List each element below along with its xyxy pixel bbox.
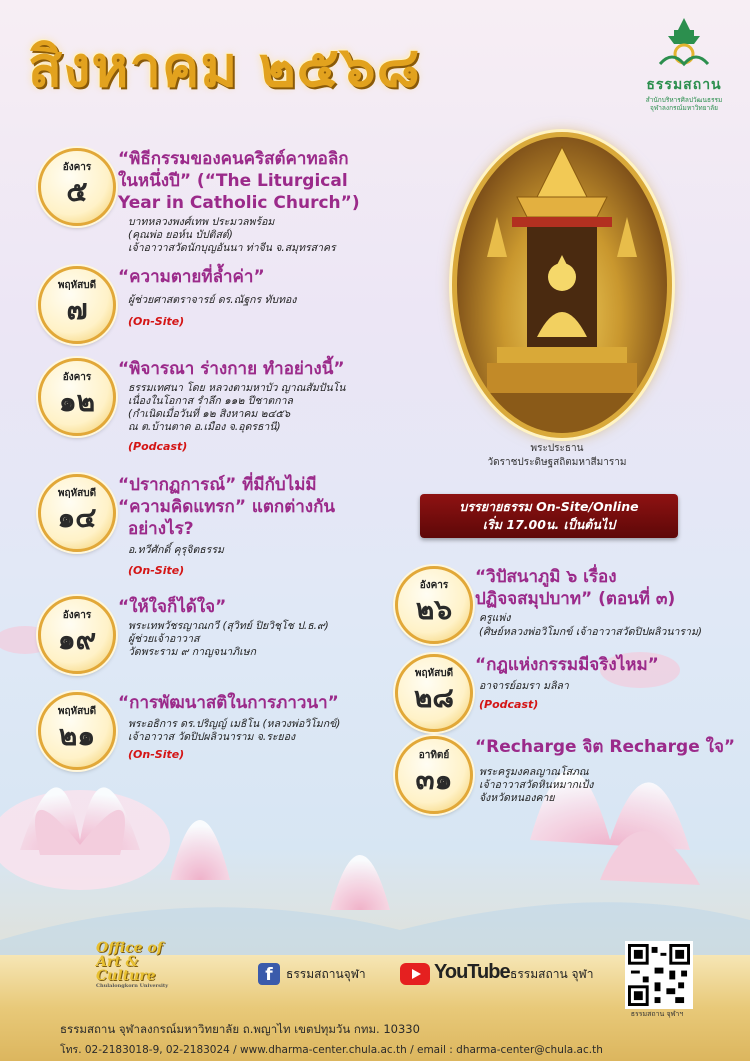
schedule-banner (420, 494, 678, 538)
speaker-line: พระครูมงคลญาณโสภณ (479, 766, 589, 778)
speaker-line: (กำเนิดเมื่อวันที่ ๑๒ สิงหาคม ๒๔๕๖ (128, 408, 291, 420)
qr-label: ธรรมสถาน จุฬาฯ (630, 1010, 684, 1018)
office-logo-sub: Chulalongkorn University (96, 983, 169, 989)
date-badge (395, 566, 473, 644)
caption-line: พระประธาน (530, 443, 584, 454)
day-number: ๒๖ (415, 593, 453, 626)
speaker-line: ผู้ช่วยศาสตราจารย์ ดร.ณัฐกร ทับทอง (128, 294, 297, 306)
event-title-line: ในหนึ่งปี” (“The Liturgical (118, 171, 348, 191)
day-number: ๑๔ (57, 501, 97, 534)
day-number: ๑๙ (57, 623, 97, 656)
weekday: อังคาร (62, 162, 92, 173)
date-badge (38, 358, 116, 436)
speaker-line: เจ้าอาวาสวัดนักบุญอันนา ท่าจีน จ.สมุทรสาคร (128, 242, 336, 254)
weekday: พฤหัสบดี (414, 668, 454, 679)
weekday: อังคาร (419, 580, 449, 591)
logo-sub-1: สำนักบริหารศิลปวัฒนธรรม (645, 96, 723, 104)
speaker-line: ครูแพ่ง (479, 612, 511, 624)
address: ธรรมสถาน จุฬาลงกรณ์มหาวิทยาลัย ถ.พญาไท เขตปทุมวัน กทม. 10330 (60, 1022, 420, 1036)
day-number: ๒๘ (413, 681, 455, 714)
format-tag: (Podcast) (128, 440, 188, 453)
date-badge (38, 596, 116, 674)
event-item (38, 148, 418, 258)
event-title-line: “ปรากฏการณ์” ที่มีกับไม่มี (118, 475, 317, 495)
speaker-line: วัดพระราม ๙ กาญจนาภิเษก (128, 646, 256, 658)
youtube-label[interactable]: ธรรมสถาน จุฬา (510, 967, 594, 981)
facebook-icon[interactable]: f (258, 963, 280, 985)
speaker-line: อาจารย์อมรา มลิลา (479, 680, 569, 692)
weekday: พฤหัสบดี (57, 488, 97, 499)
event-item (395, 736, 735, 816)
logo-sub-2: จุฬาลงกรณ์มหาวิทยาลัย (650, 104, 718, 112)
format-tag: (On-Site) (128, 315, 185, 328)
event-title-line: “ความตายที่ล้ำค่า” (118, 267, 265, 287)
weekday: พฤหัสบดี (57, 706, 97, 717)
event-item (38, 266, 418, 336)
event-title-line: “การพัฒนาสติในการภาวนา” (118, 693, 339, 713)
weekday: พฤหัสบดี (57, 280, 97, 291)
caption-line: วัดราชประดิษฐสถิตมหาสีมาราม (487, 457, 627, 468)
speaker-line: พระเทพวัชรญาณกวี (สุวิทย์ ปิยวิชฺโช ป.ธ.๙) (128, 620, 329, 632)
speaker-line: เนื่องในโอกาส รำลึก ๑๑๒ ปีชาตกาล (128, 395, 293, 407)
event-title-line: ปฏิจจสมุปบาท” (ตอนที่ ๓) (475, 589, 676, 609)
format-tag: (Podcast) (479, 698, 539, 711)
event-title-line: อย่างไร? (128, 519, 194, 539)
event-title-line: “พิจารณา ร่างกาย ทำอย่างนี้” (118, 359, 345, 379)
buddha-image (452, 132, 672, 438)
date-badge (38, 692, 116, 770)
weekday: อาทิตย์ (418, 750, 450, 761)
image-caption (452, 442, 662, 470)
day-number: ๕ (66, 175, 88, 208)
speaker-line: จังหวัดหนองคาย (479, 792, 555, 804)
page-title: สิงหาคม ๒๕๖๘ (28, 34, 421, 100)
event-title (118, 474, 335, 540)
event-title (118, 148, 360, 214)
banner-line-2: เริ่ม 17.00น. เป็นต้นไป (482, 517, 616, 532)
speaker-line: (ศิษย์หลวงพ่อวิโมกข์ เจ้าอาวาสวัดปิปผลิวนาราม) (479, 626, 702, 638)
facebook-label[interactable]: ธรรมสถานจุฬา (286, 967, 366, 981)
event-title-line: Year in Catholic Church”) (118, 193, 360, 213)
event-title (118, 358, 345, 380)
shrine-illustration (457, 137, 667, 433)
date-badge (395, 654, 473, 732)
date-badge (395, 736, 473, 814)
event-item (38, 692, 418, 772)
contact-info: โทร. 02-2183018-9, 02-2183024 / www.dharma-center.chula.ac.th / email : dharma-center@chula.ac.th (60, 1044, 603, 1056)
speaker-line: เจ้าอาวาสวัดหินหมากเป้ง (479, 779, 594, 791)
format-tag: (On-Site) (128, 748, 185, 761)
speaker-line: เจ้าอาวาส วัดปิปผลิวนาราม จ.ระยอง (128, 731, 296, 743)
speaker-line: พระอธิการ ดร.ปริญญ์ เมธิโน (หลวงพ่อวิโมกข์) (128, 718, 341, 730)
date-badge (38, 266, 116, 344)
footer (0, 940, 750, 1061)
speaker-line: (คุณพ่อ ยอห์น บัปติสต์) (128, 229, 233, 241)
speaker-line: อ.ทวีศักดิ์ คุรุจิตธรรม (128, 544, 224, 556)
weekday: อังคาร (62, 610, 92, 621)
event-item (38, 474, 418, 584)
event-title (118, 596, 226, 618)
event-title-line: “ให้ใจก็ได้ใจ” (118, 597, 227, 617)
speaker-line: ผู้ช่วยเจ้าอาวาส (128, 633, 200, 645)
event-title-line: “วิปัสนาภูมิ ๖ เรื่อง (475, 567, 617, 587)
speaker-line: ณ ต.บ้านตาด อ.เมือง จ.อุดรธานี) (128, 421, 281, 433)
event-item (38, 596, 418, 676)
event-title-line: “ความคิดแทรก” แตกต่างกัน (118, 497, 336, 517)
office-art-culture-logo (96, 941, 176, 989)
banner-line-1: บรรยายธรรม On-Site/Online (459, 499, 639, 514)
logo-name: ธรรมสถาน (646, 77, 722, 93)
dharma-logo (630, 14, 738, 112)
pavilion-logo-icon (654, 14, 714, 72)
event-title (475, 566, 675, 610)
speaker-line: ธรรมเทศนา โดย หลวงตามหาบัว ญาณสัมปันโน (128, 382, 346, 394)
youtube-icon[interactable] (400, 963, 430, 985)
event-title-line: “พิธีกรรมของคนคริสต์คาทอลิก (118, 149, 349, 169)
event-title (118, 692, 339, 714)
qr-code-icon (628, 944, 690, 1006)
event-title (475, 736, 735, 758)
event-title-line: “Recharge จิต Recharge ใจ” (475, 737, 736, 757)
day-number: ๗ (66, 293, 88, 326)
format-tag: (On-Site) (128, 564, 185, 577)
weekday: อังคาร (62, 372, 92, 383)
event-item (395, 654, 735, 724)
date-badge (38, 474, 116, 552)
event-title-line: “กฎแห่งกรรมมีจริงไหม” (475, 655, 659, 675)
event-title (475, 654, 659, 676)
day-number: ๑๒ (58, 385, 96, 418)
youtube-wordmark: YouTube (434, 961, 510, 983)
date-badge (38, 148, 116, 226)
qr-code[interactable] (625, 941, 693, 1009)
event-item (38, 358, 418, 458)
day-number: ๒๑ (58, 719, 96, 752)
event-item (395, 566, 735, 646)
speaker-line: บาทหลวงพงศ์เทพ ประมวลพร้อม (128, 216, 275, 228)
day-number: ๓๑ (415, 763, 453, 796)
office-logo-text: Office of Art & Culture (96, 940, 163, 984)
event-title (118, 266, 265, 288)
